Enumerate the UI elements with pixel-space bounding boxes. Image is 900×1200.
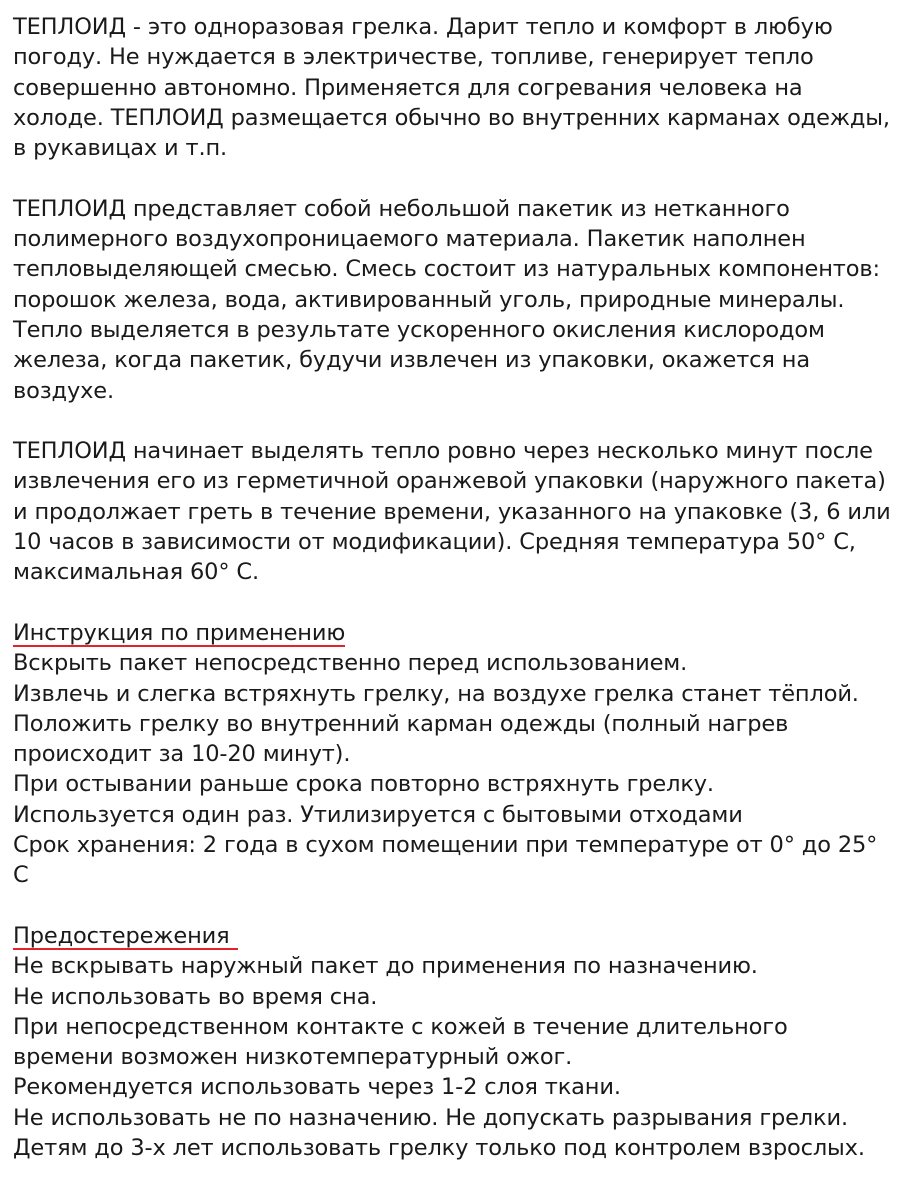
instruction-item: Используется один раз. Утилизируется с бытовыми отходами xyxy=(13,801,743,828)
warnings-section xyxy=(13,921,893,1163)
instruction-item: Срок хранения: 2 года в сухом помещении при температуре от 0° до 25° С xyxy=(13,832,878,889)
warning-item: Рекомендуется использовать через 1-2 слоя ткани. xyxy=(13,1074,621,1101)
instructions-section xyxy=(13,618,893,891)
instruction-item: Положить грелку во внутренний карман одежды (полный нагрев происходит за 10-20 минут). xyxy=(13,710,789,768)
warning-item: Не использовать во время сна. xyxy=(13,983,378,1010)
heating-paragraph: ТЕПЛОИД начинает выделять тепло ровно через несколько минут после извлечения его из герметичной оранжевой упаковки (наружного пакета) и продолжает греть в течение времени, указанного на упаковке (3, 6 или 10 часов в зависимости от модификации). Средняя температура 50° С, максимальная 60° С. xyxy=(13,438,891,586)
warnings-title: Предостережения xyxy=(13,924,238,950)
instruction-item: При остывании раньше срока повторно встряхнуть грелку. xyxy=(13,771,714,798)
warning-item: Не вскрывать наружный пакет до применения по назначению. xyxy=(13,953,758,980)
instruction-item: Вскрыть пакет непосредственно перед использованием. xyxy=(13,650,688,677)
instructions-title: Инструкция по применению xyxy=(13,619,346,646)
composition-paragraph: ТЕПЛОИД представляет собой небольшой пакетик из нетканного полимерного воздухопроницаемого материала. Пакетик наполнен тепловыделяющей смесью. Смесь состоит из натуральных компонентов: порошок железа, вода, активированный уголь, природные минералы. Тепло выделяется в результате ускоренного окисления кислородом железа, когда пакетик, будучи извлечен из упаковки, окажется на воздухе. xyxy=(13,195,880,404)
warning-item: При непосредственном контакте с кожей в течение длительного времени возможен низкотемпературный ожог. xyxy=(13,1013,788,1071)
document-body xyxy=(13,12,893,1163)
intro-paragraph: ТЕПЛОИД - это одноразовая грелка. Дарит тепло и комфорт в любую погоду. Не нуждается в электричестве, топливе, генерирует тепло совершенно автономно. Применяется для согревания человека на холоде. ТЕПЛОИД размещается обычно во внутренних карманах одежды, в рукавицах и т.п. xyxy=(13,14,890,162)
section-spacer xyxy=(13,891,893,921)
warning-item: Не использовать не по назначению. Не допускать разрывания грелки. xyxy=(13,1104,848,1131)
warning-item: Детям до 3-х лет использовать грелку только под контролем взрослых. xyxy=(13,1134,865,1161)
instruction-item: Извлечь и слегка встряхнуть грелку, на воздухе грелка станет тёплой. xyxy=(13,680,859,707)
